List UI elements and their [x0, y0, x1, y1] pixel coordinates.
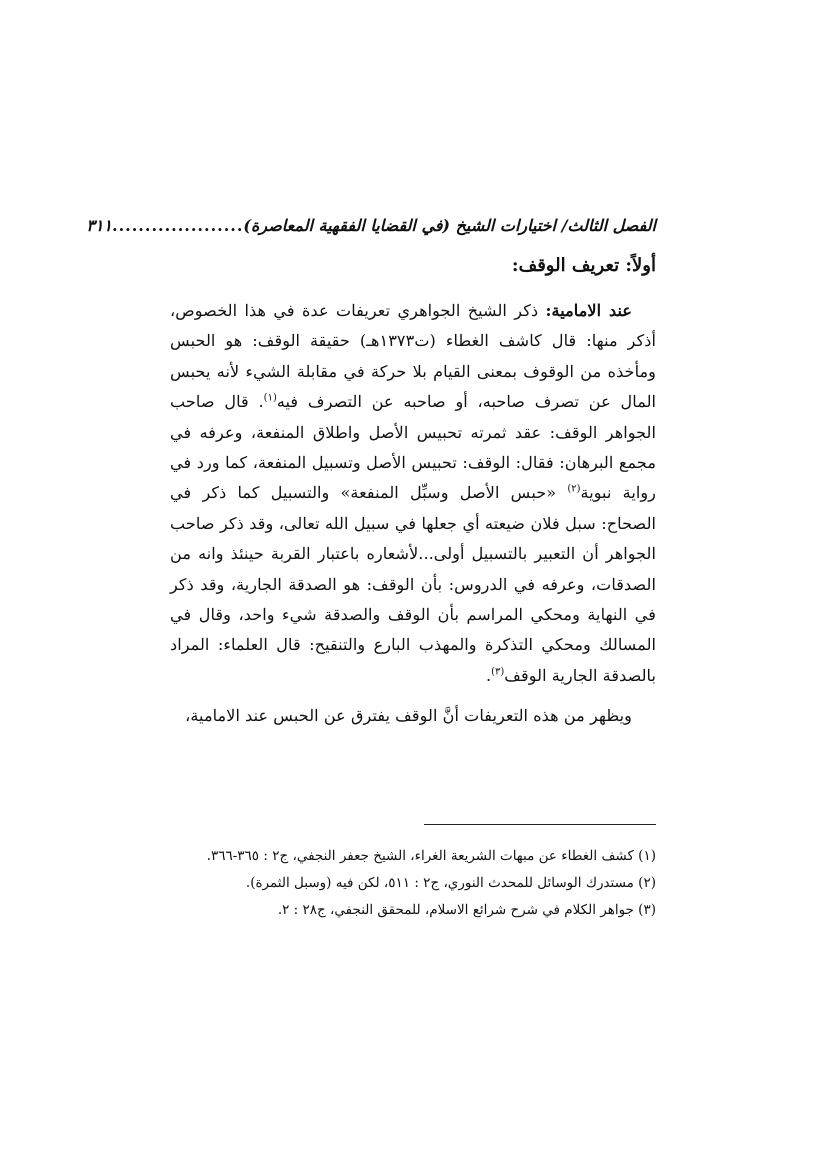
footnote-ref-3: (٣) — [491, 666, 505, 678]
header-dots: .................... — [112, 216, 244, 235]
paragraph-lead: عند الامامية: — [545, 301, 632, 320]
paragraph-1-part-b: . قال صاحب الجواهر الوقف: عقد ثمرته تحبيس الأصل واطلاق المنفعة، وعرفه في مجمع البرهان: فقال: الوقف: تحبيس الأصل وتسبيل المنفعة، كما ورد في رواية نبوية — [170, 392, 656, 503]
paragraph-1-part-a: ذكر الشيخ الجواهري تعريفات عدة في هذا الخصوص، أذكر منها: قال كاشف الغطاء (ت١٣٧٣هـ) حقيقة الوقف: هو الحبس ومأخذه من الوقوف بمعنى القيام بلا حركة في مقابلة الشيء لأنه يحبس المال عن تصرف صاحبه، أو صاحبه عن التصرف فيه — [170, 301, 656, 412]
footnote-divider — [424, 824, 656, 825]
footnote-1: (١) كشف الغطاء عن مبهات الشريعة الغراء، الشيخ جعفر النجفي، ج٢ : ٣٦٥-٣٦٦. — [206, 848, 656, 864]
footnotes — [170, 843, 656, 924]
running-title: الفصل الثالث/ اختيارات الشيخ (في القضايا الفقهية المعاصرة) — [243, 216, 656, 235]
section-title: أولاً: تعريف الوقف: — [511, 255, 656, 276]
footnote-ref-2: (٢) — [567, 484, 581, 496]
paragraph-1 — [170, 296, 656, 691]
paragraph-1-part-c: «حبس الأصل وسبِّل المنفعة» والتسبيل كما ذكر في الصحاح: سبل فلان ضيعته أي جعلها في سبيل الله تعالى، وقد ذكر صاحب الجواهر أن التعبير بالتسبيل أولى...لأشعاره باعتبار القربة حينئذ وانه من الصدقات، وعرفه في الدروس: بأن الوقف: هو الصدقة الجارية، وقد ذكر في النهاية ومحكي المراسم بأن الوقف والصدقة شيء واحد، وقال في المسالك ومحكي التذكرة والمهذب البارع والتنقيح: قال العلماء: المراد بالصدقة الجارية الوقف — [170, 483, 656, 685]
paragraph-1-end: . — [485, 665, 492, 685]
paragraph-2: ويظهر من هذه التعريفات أنَّ الوقف يفترق عن الحبس عند الامامية، — [185, 706, 632, 726]
page-number: ٣١١ — [86, 216, 113, 235]
footnote-2: (٢) مستدرك الوسائل للمحدث النوري، ج٢ : ٥١١، لكن فيه (وسبل الثمرة). — [245, 875, 656, 891]
footnote-3: (٣) جواهر الكلام في شرح شرائع الاسلام، للمحقق النجفي، ج٢٨ : ٢. — [277, 902, 656, 918]
main-text — [170, 296, 656, 732]
running-header — [86, 216, 656, 235]
footnote-ref-1: (١) — [263, 392, 277, 404]
